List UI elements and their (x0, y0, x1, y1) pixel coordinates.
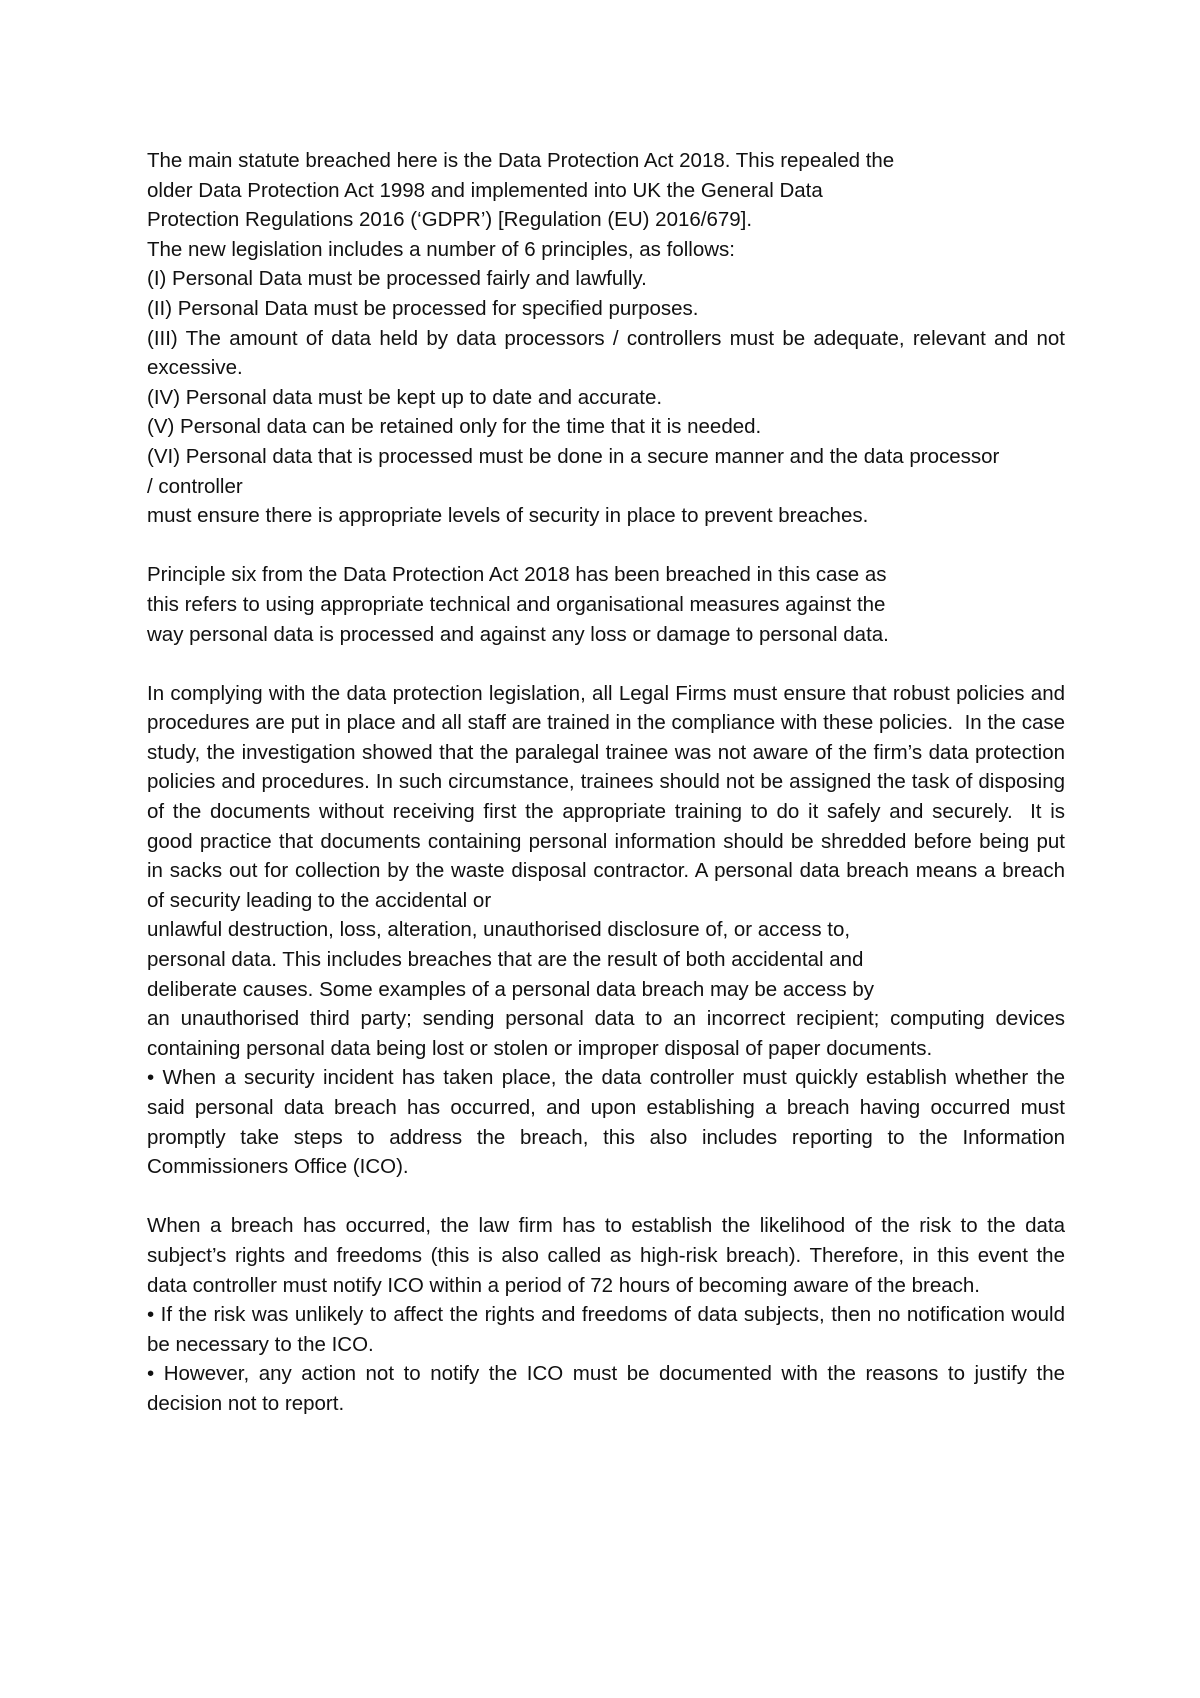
principle-six-line-1: Principle six from the Data Protection Act 2018 has been breached in this case as (147, 563, 887, 587)
intro-section (147, 146, 1065, 531)
principle-6-line-2: / controller (147, 474, 243, 498)
principle-six-line-3: way personal data is processed and against any loss or damage to personal data. (147, 622, 889, 646)
principle-3: (III) The amount of data held by data processors / controllers must be adequate, relevant and not excessive. (147, 326, 1065, 380)
principle-4: (IV) Personal data must be kept up to date and accurate. (147, 385, 663, 409)
when-breach-paragraph: When a breach has occurred, the law firm has to establish the likelihood of the risk to the data subject’s rights and freedoms (this is also called as high-risk breach). Therefore, in this event the data controller must notify ICO within a period of 72 hours of becoming aware of the breach. (147, 1214, 1065, 1297)
breach-line-3: deliberate causes. Some examples of a personal data breach may be access by (147, 977, 875, 1001)
intro-line-1: The main statute breached here is the Data Protection Act 2018. This repealed the (147, 149, 895, 172)
principle-2: (II) Personal Data must be processed for specified purposes. (147, 296, 699, 320)
paragraph-gap (147, 531, 1065, 561)
breach-line-1: unlawful destruction, loss, alteration, unauthorised disclosure of, or access to, (147, 918, 851, 942)
principle-six-section (147, 560, 1065, 649)
breach-line-2: personal data. This includes breaches that are the result of both accidental and (147, 948, 864, 972)
bullet-risk-unlikely: • If the risk was unlikely to affect the rights and freedoms of data subjects, then no notification would be necessary to the ICO. (147, 1303, 1065, 1356)
complying-section (147, 679, 1065, 1182)
examples-paragraph: an unauthorised third party; sending personal data to an incorrect recipient; computing devices containing personal data being lost or stolen or improper disposal of paper documents. (147, 1007, 1065, 1060)
principle-six-line-2: this refers to using appropriate technical and organisational measures against the (147, 592, 886, 616)
bullet-however: • However, any action not to notify the ICO must be documented with the reasons to justify the decision not to report. (147, 1362, 1065, 1415)
paragraph-gap (147, 649, 1065, 679)
principle-1: (I) Personal Data must be processed fairly and lawfully. (147, 267, 647, 291)
paragraph-gap (147, 1182, 1065, 1212)
bullet-security-incident: • When a security incident has taken place, the data controller must quickly establish whether the said personal data breach has occurred, and upon establishing a breach having occurred must promptly take steps to address the breach, this also includes reporting to the Information Commissioners Office (ICO). (147, 1066, 1065, 1179)
intro-line-4: The new legislation includes a number of 6 principles, as follows: (147, 237, 735, 261)
intro-line-2: older Data Protection Act 1998 and implemented into UK the General Data (147, 178, 823, 202)
principle-5: (V) Personal data can be retained only for the time that it is needed. (147, 415, 762, 439)
complying-paragraph: In complying with the data protection legislation, all Legal Firms must ensure that robust policies and procedures are put in place and all staff are trained in the compliance with these policies. In the case study, the investigation showed that the paralegal trainee was not aware of the firm’s data protection policies and procedures. In such circumstance, trainees should not be assigned the task of disposing of the documents without receiving first the appropriate training to do it safely and securely. It is good practice that documents containing personal information should be shredded before being put in sacks out for collection by the waste disposal contractor. A personal data breach means a breach of security leading to the accidental or (147, 681, 1065, 912)
principle-6-line-3: must ensure there is appropriate levels of security in place to prevent breaches. (147, 504, 869, 528)
document-page (147, 146, 1065, 1419)
principle-6-line-1: (VI) Personal data that is processed must be done in a secure manner and the data processor (147, 444, 1000, 468)
intro-line-3: Protection Regulations 2016 (‘GDPR’) [Regulation (EU) 2016/679]. (147, 208, 753, 232)
when-breach-section (147, 1211, 1065, 1418)
